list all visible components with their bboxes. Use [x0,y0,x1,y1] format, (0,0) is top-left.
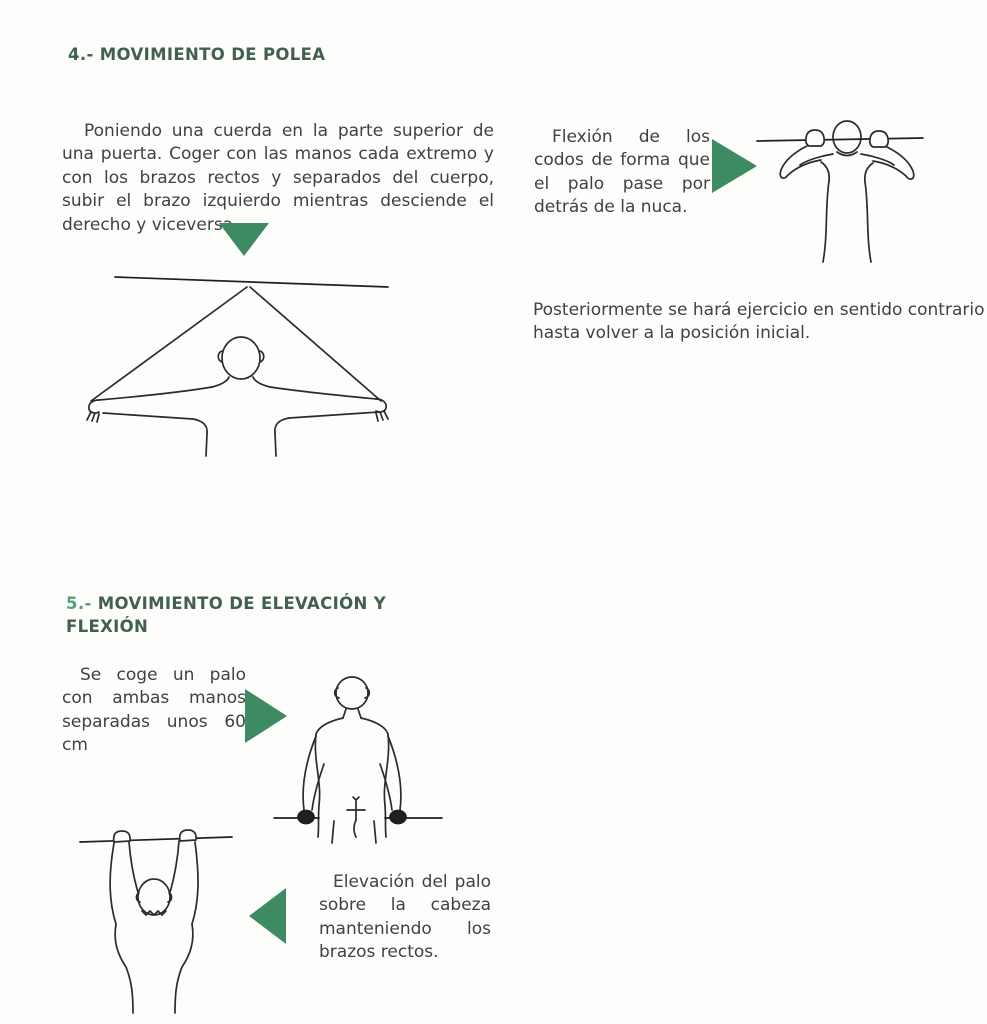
figure-stick-overhead [66,827,244,1022]
figure-bar-behind-neck [753,104,925,266]
section4-heading [68,43,488,66]
figure-pulley-over-door [73,263,403,463]
section4-intro-paragraph: Poniendo una cuerda en la parte superior de una puerta. Coger con las manos cada extremo y con los brazos rectos y separados del cuerpo, subir el brazo izquierdo mientras desciende el derecho y viceversa. [62,121,494,235]
section5-grab-note: Se coge un palo con ambas manos separadas unos 60 cm [62,665,246,756]
left-triangle-icon [249,888,286,944]
person-back-arms-spread [87,337,388,456]
section5-heading-number: 5.- [66,594,92,613]
stick-bar [80,837,232,842]
person-back-arms-raised [80,830,232,1013]
section4-heading-number: 4.- [68,45,94,64]
figure-stick-behind-hips [272,669,472,847]
right-triangle-icon [712,139,757,193]
person-back-elbows-bent [757,121,923,262]
section5-elevation-note: Elevación del palo sobre la cabeza manteniendo los brazos rectos. [319,872,491,963]
section4-flexion-note: Flexión de los codos de forma que el palo pase por detrás de la nuca. [534,127,710,218]
section4-followup-note: Posteriormente se hará ejercicio en sentido contrario hasta volver a la posición inicial. [533,300,985,344]
door-top-bar [115,277,388,287]
section5-heading [66,592,418,638]
section4-heading-label: MOVIMIENTO DE POLEA [99,45,326,64]
down-triangle-icon [219,223,269,256]
person-back-stick-low [274,677,442,843]
section5-heading-label: MOVIMIENTO DE ELEVACIÓN Y FLEXIÓN [66,594,387,636]
